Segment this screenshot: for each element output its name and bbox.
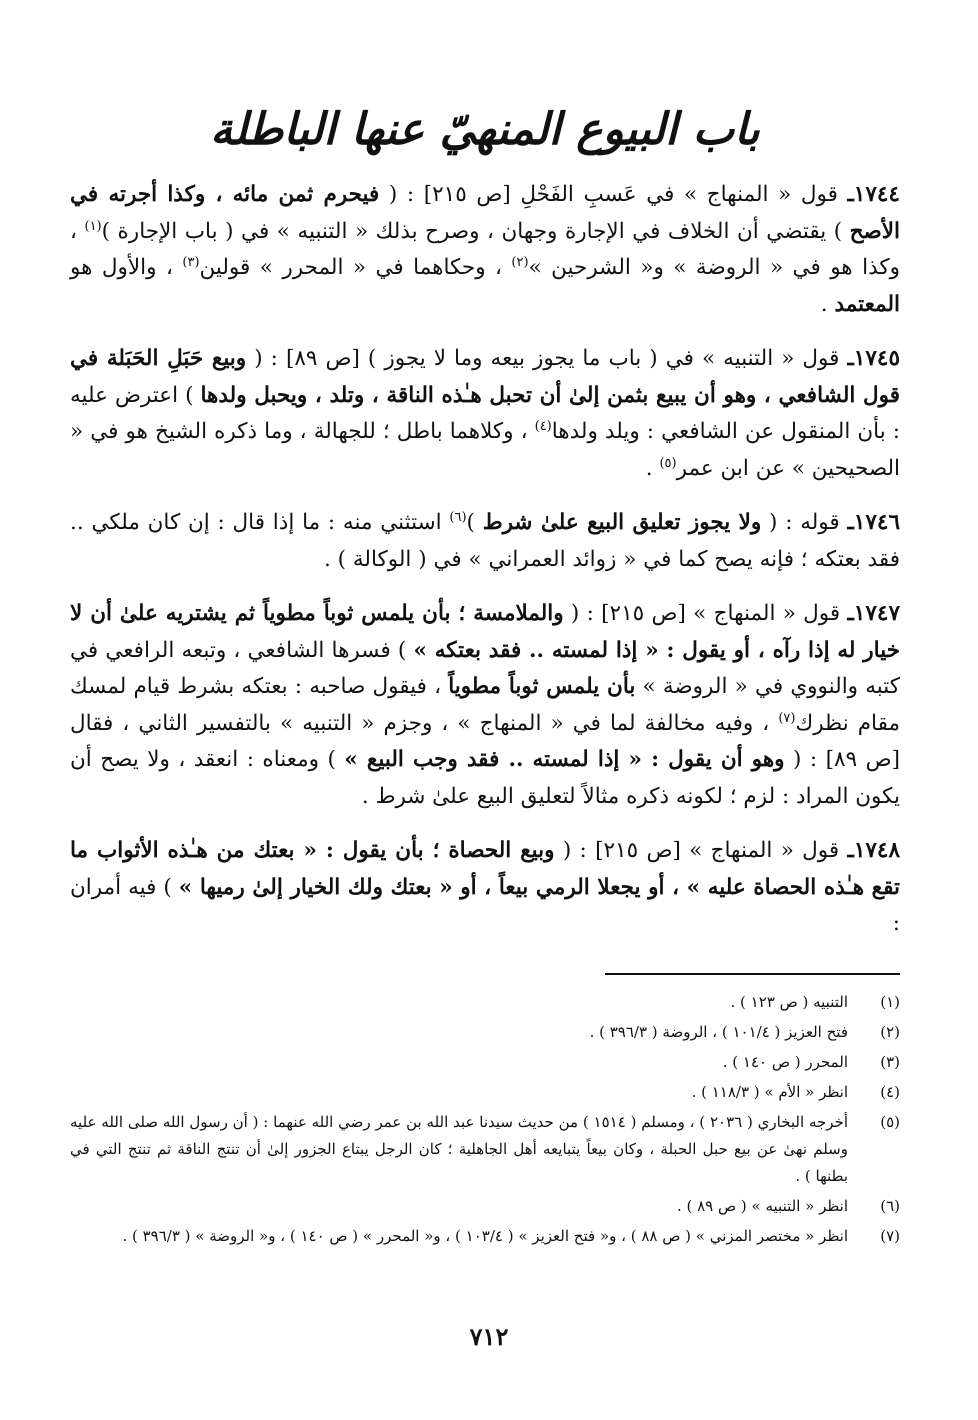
quoted-text: بأن يلمس ثوباً مطوياً	[448, 674, 636, 699]
footnote-number: (٦)	[880, 1196, 900, 1215]
entry-number: ١٧٤٨ـ	[847, 838, 901, 863]
footnote-item	[70, 1079, 900, 1106]
entry-text: استثني منه : ما إذا قال : إن كان ملكي .. فقد بعتكه ؛ فإنه يصح كما في « زوائد العمراني » في ( الوكالة ) .	[70, 510, 900, 572]
entry-text: ) اعترض عليه : بأن المنقول عن الشافعي : ويلد ولدها	[70, 382, 901, 444]
entry-text: ) فيه أمران :	[70, 874, 900, 936]
footnote-text: انظر « مختصر المزني » ( ص ٨٨ ) ، و« فتح العزيز » ( ١٠٣/٤ ) ، و« المحرر » ( ص ١٤٠ ) ، و« الروضة » ( ٣٩٦/٣ ) .	[122, 1226, 848, 1245]
chapter-title: باب البيوع المنهيّ عنها الباطلة	[210, 104, 760, 155]
entry-text: .	[645, 455, 660, 481]
footnote-text: المحرر ( ص ١٤٠ ) .	[722, 1052, 848, 1071]
footnote-number: (٣)	[880, 1052, 900, 1071]
footnote-item	[70, 1019, 900, 1046]
entry-text: قول « المنهاج » [ص ٢١٥] : (	[563, 601, 848, 626]
entry-text: قول « التنبيه » في ( باب ما يجوز بيعه وما لا يجوز ) [ص ٨٩] : (	[246, 346, 848, 371]
footnote-ref: (٣)	[182, 254, 200, 270]
entry-1746	[70, 505, 900, 578]
entry-text: قول « المنهاج » في عَسبِ الفَحْلِ [ص ٢١٥] : (	[379, 182, 848, 207]
footnote-ref: (٥)	[659, 455, 677, 471]
entry-text: )	[466, 510, 483, 535]
entry-text: ، وحكاهما في « المحرر » قولين	[199, 255, 512, 280]
footnote-item	[70, 989, 900, 1016]
footnote-ref: (٧)	[778, 710, 796, 726]
footnote-ref: (٤)	[534, 418, 552, 434]
footnote-ref: (٦)	[449, 509, 467, 525]
footnote-item	[70, 1109, 900, 1190]
entry-text: .	[820, 291, 835, 317]
entry-text: ) ومعناه : انعقد ، ولا يصح أن يكون المراد : لزم ؛ لكونه ذكره مثالاً لتعليق البيع علىٰ شرط .	[70, 747, 900, 809]
entry-1744	[70, 177, 900, 323]
footnote-item	[70, 1223, 900, 1250]
entry-text: ، وكلاهما باطل ؛ للجهالة ، وما ذكره الشيخ هو في « الصحيحين » عن ابن عمر	[70, 419, 900, 481]
entry-text: قول « المنهاج » [ص ٢١٥] : (	[554, 838, 848, 863]
quoted-text: ولا يجوز تعليق البيع علىٰ شرط	[482, 510, 762, 535]
footnote-number: (١)	[880, 992, 900, 1011]
footnote-text: فتح العزيز ( ١٠١/٤ ) ، الروضة ( ٣٩٦/٣ ) .	[589, 1022, 848, 1041]
footnote-number: (٤)	[880, 1082, 900, 1101]
footnote-number: (٧)	[880, 1226, 900, 1245]
entry-number: ١٧٤٥ـ	[847, 346, 900, 371]
footnote-divider	[605, 973, 900, 975]
entry-text: ، وفيه مخالفة لما في « المنهاج » ، وجزم « التنبيه » بالتفسير الثاني ، فقال [ص ٨٩] : (	[70, 710, 900, 772]
footnotes	[70, 989, 900, 1250]
footnote-number: (٢)	[880, 1022, 900, 1041]
footnote-number: (٥)	[880, 1112, 900, 1131]
page-number: ٧١٢	[469, 1322, 509, 1351]
entry-text: ) فسرها الشافعي ، وتبعه الرافعي في كتبه والنووي في « الروضة »	[70, 637, 900, 699]
footnote-text: التنبيه ( ص ١٢٣ ) .	[730, 992, 848, 1011]
quoted-text: فيحرم ثمن مائه ، وكذا أجرته في الأصح	[70, 182, 901, 244]
entry-text: ) يقتضي أن الخلاف في الإجارة وجهان ، وصرح بذلك « التنبيه » في ( باب الإجارة )	[101, 218, 850, 244]
footnote-item	[70, 1193, 900, 1220]
footnote-text: انظر « الأم » ( ١١٨/٣ ) .	[691, 1082, 848, 1101]
entry-1745	[70, 341, 900, 487]
quoted-text: المعتمد	[834, 291, 900, 317]
quoted-text: وبيع الحصاة ؛ بأن يقول : « بعتك من هـٰذه الأثواب ما تقع هـٰذه الحصاة عليه » ، أو يجعلا الرمي بيعاً ، أو « بعتك ولك الخيار إلىٰ رميها »	[70, 838, 900, 900]
footnote-text: انظر « التنبيه » ( ص ٨٩ ) .	[676, 1196, 848, 1215]
entry-number: ١٧٤٤ـ	[847, 182, 900, 207]
quoted-text: والملامسة ؛ بأن يلمس ثوباً مطوياً ثم يشتريه علىٰ أن لا خيار له إذا رآه ، أو يقول : « إذا لمسته .. فقد بعتكه »	[70, 601, 900, 663]
quoted-text: وهو أن يقول : « إذا لمسته .. فقد وجب البيع »	[344, 747, 785, 772]
entry-number: ١٧٤٧ـ	[847, 601, 900, 626]
footnote-ref: (١)	[84, 218, 102, 234]
quoted-text: وبيع حَبَلِ الحَبَلة في قول الشافعي ، وهو أن يبيع بثمن إلىٰ أن تحبل هـٰذه الناقة ، وتلد ، ويحبل ولدها	[70, 346, 900, 408]
footnote-text: أخرجه البخاري ( ٢٠٣٦ ) ، ومسلم ( ١٥١٤ ) من حديث سيدنا عبد الله بن عمر رضي الله عنهما : ( أن رسول الله صلى الله عليه وسلم نهىٰ عن بيع حبل الحبلة ، وكان بيعاً يتبايعه أهل الجاهلية ؛ كان الرجل يبتاع الجزور إلىٰ أن تنتج الناقة ثم تنتج التي في بطنها ) .	[70, 1112, 849, 1185]
entry-text: ، فيقول صاحبه : بعتكه بشرط قيام لمسك مقام نظرك	[70, 674, 900, 736]
entry-1747	[70, 596, 900, 815]
entry-text: ، وكذا هو في « الروضة » و« الشرحين »	[70, 218, 900, 280]
entry-1748	[70, 833, 900, 943]
entry-text: قوله : (	[761, 510, 848, 535]
entry-number: ١٧٤٦ـ	[847, 510, 900, 535]
footnote-item	[70, 1049, 900, 1076]
entry-text: ، والأول هو	[70, 255, 183, 280]
footnote-ref: (٢)	[511, 254, 529, 270]
